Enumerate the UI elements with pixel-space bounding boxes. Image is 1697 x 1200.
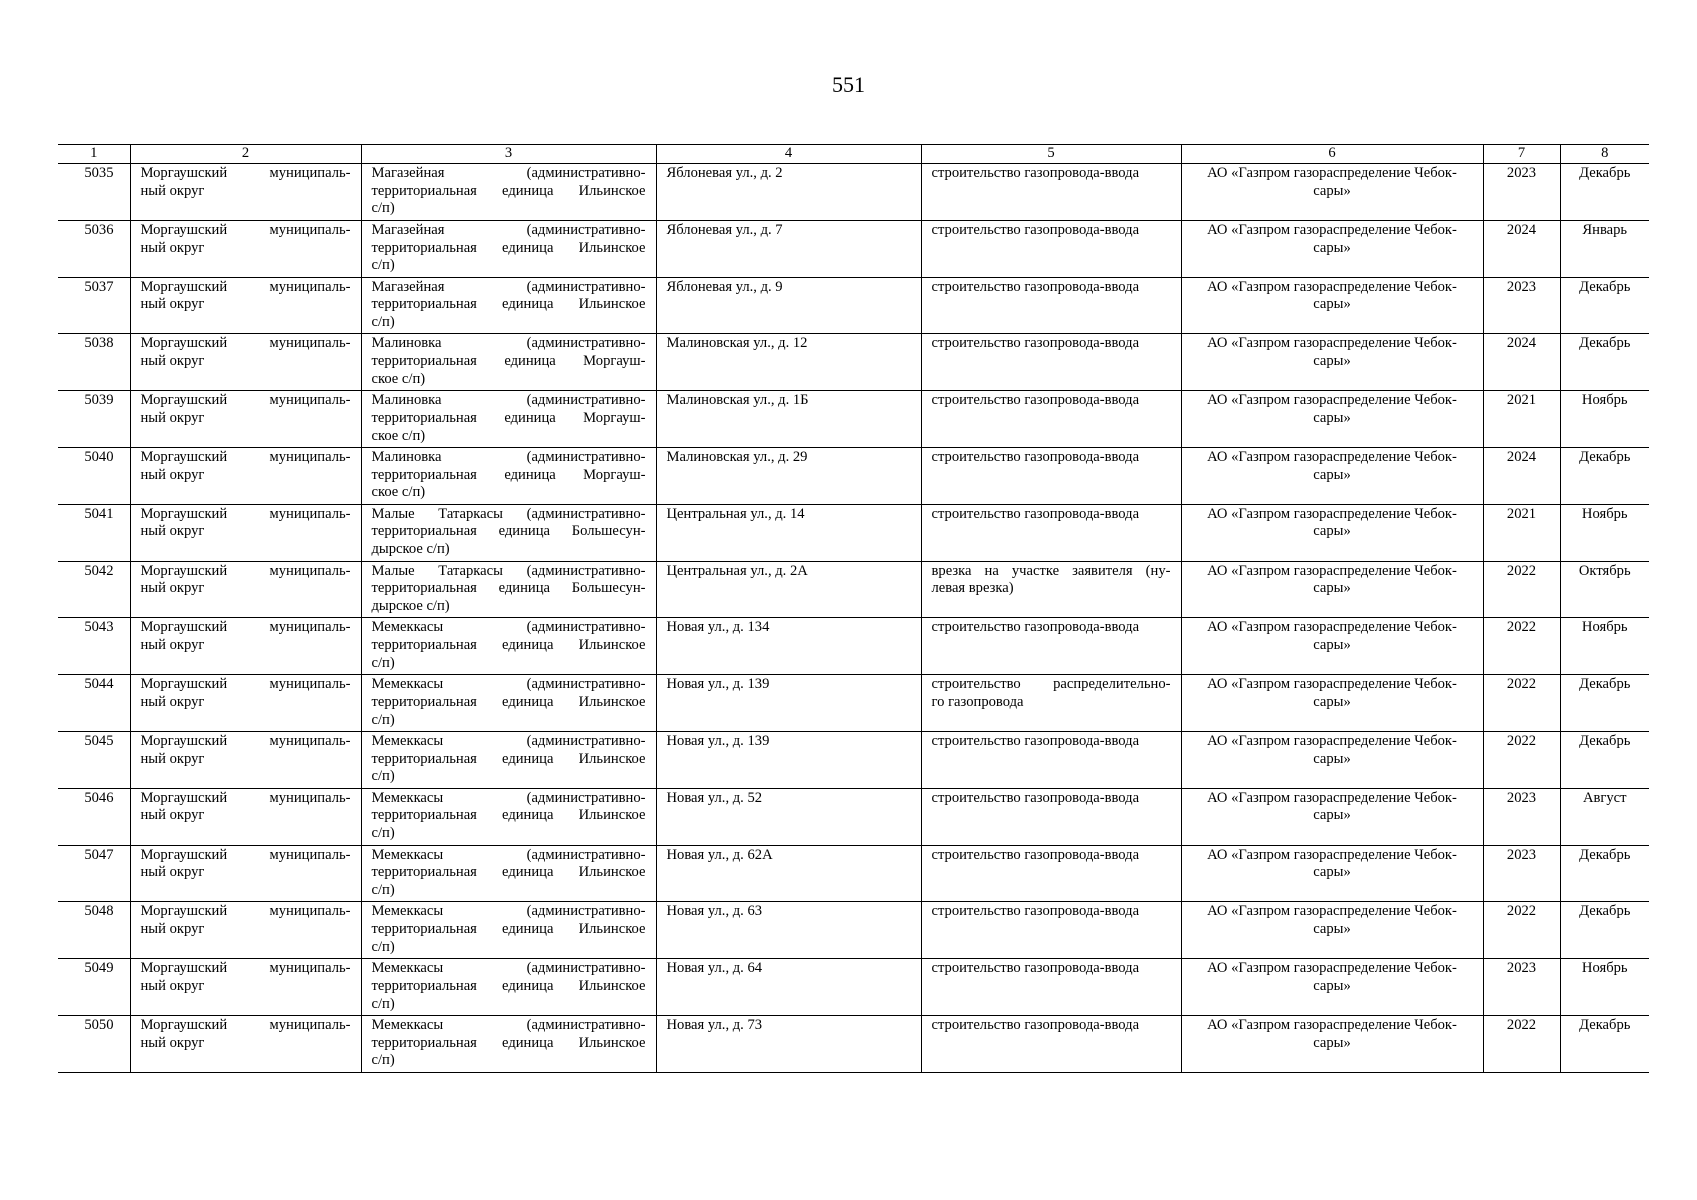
cell-line: строительство газопровода-ввода (931, 448, 1140, 465)
cell-month: Декабрь (1560, 334, 1649, 391)
cell-organization (1181, 618, 1483, 675)
cell-line: Моргаушский муниципаль- (140, 221, 351, 238)
cell-address: Малиновская ул., д. 1Б (656, 391, 921, 448)
cell-line: территориальная единица Моргауш- (371, 353, 646, 370)
cell-address: Малиновская ул., д. 29 (656, 447, 921, 504)
cell-year: 2024 (1483, 334, 1560, 391)
cell-year: 2022 (1483, 618, 1560, 675)
cell-line: Моргаушский муниципаль- (140, 165, 351, 181)
cell-address: Центральная ул., д. 14 (656, 504, 921, 561)
cell-line: Моргаушский муниципаль- (140, 1016, 351, 1033)
cell-address: Центральная ул., д. 2А (656, 561, 921, 618)
table-row (58, 731, 1649, 788)
cell-line: Моргаушский муниципаль- (140, 392, 351, 409)
cell-settlement (361, 220, 656, 277)
cell-number: 5037 (58, 277, 130, 334)
cell-number: 5046 (58, 788, 130, 845)
cell-line: ское с/п) (371, 484, 426, 501)
cell-line: территориальная единица Ильинское (371, 921, 646, 938)
cell-organization (1181, 334, 1483, 391)
cell-district (130, 788, 361, 845)
cell-month: Январь (1560, 220, 1649, 277)
table-body (58, 164, 1649, 1073)
cell-line: Моргаушский муниципаль- (140, 278, 351, 295)
cell-settlement (361, 1015, 656, 1072)
cell-number: 5049 (58, 959, 130, 1016)
cell-line: Моргаушский муниципаль- (140, 448, 351, 465)
cell-line: ный округ (140, 296, 205, 313)
cell-month: Октябрь (1560, 561, 1649, 618)
cell-line: с/п) (371, 257, 395, 274)
cell-number: 5039 (58, 391, 130, 448)
cell-year: 2023 (1483, 845, 1560, 902)
cell-organization (1181, 675, 1483, 732)
table-row (58, 902, 1649, 959)
cell-settlement (361, 959, 656, 1016)
cell-line: с/п) (371, 825, 395, 842)
column-header: 6 (1181, 145, 1483, 164)
cell-line: левая врезка) (931, 580, 1014, 597)
cell-line: ный округ (140, 182, 205, 199)
cell-number: 5038 (58, 334, 130, 391)
cell-line: АО «Газпром газораспределение Чебок- (1207, 165, 1457, 181)
cell-line: ный округ (140, 864, 205, 881)
cell-line: АО «Газпром газораспределение Чебок- (1207, 392, 1457, 409)
cell-year: 2024 (1483, 447, 1560, 504)
cell-year: 2023 (1483, 959, 1560, 1016)
table-row (58, 504, 1649, 561)
cell-line: строительство распределительно- (931, 676, 1171, 693)
cell-line: Моргаушский муниципаль- (140, 335, 351, 352)
cell-line: ный округ (140, 750, 205, 767)
cell-line: Моргаушский муниципаль- (140, 562, 351, 579)
table-row (58, 447, 1649, 504)
cell-line: Моргаушский муниципаль- (140, 619, 351, 636)
table-row (58, 845, 1649, 902)
cell-organization (1181, 391, 1483, 448)
cell-month: Декабрь (1560, 164, 1649, 221)
cell-line: Мемеккасы (административно- (371, 903, 646, 920)
cell-year: 2022 (1483, 675, 1560, 732)
cell-line: Моргаушский муниципаль- (140, 903, 351, 920)
cell-line: строительство газопровода-ввода (931, 789, 1140, 806)
cell-number: 5050 (58, 1015, 130, 1072)
cell-year: 2021 (1483, 391, 1560, 448)
cell-address: Новая ул., д. 139 (656, 675, 921, 732)
cell-line: ный округ (140, 693, 205, 710)
cell-line: АО «Газпром газораспределение Чебок- (1207, 505, 1457, 522)
cell-line: строительство газопровода-ввода (931, 619, 1140, 636)
cell-address: Яблоневая ул., д. 7 (656, 220, 921, 277)
cell-line: врезка на участке заявителя (ну- (931, 562, 1171, 579)
column-header: 2 (130, 145, 361, 164)
cell-line: АО «Газпром газораспределение Чебок- (1207, 903, 1457, 920)
cell-line: АО «Газпром газораспределение Чебок- (1207, 732, 1457, 749)
cell-line: строительство газопровода-ввода (931, 903, 1140, 920)
cell-work-type (921, 618, 1181, 675)
cell-line: строительство газопровода-ввода (931, 221, 1140, 238)
table-row (58, 959, 1649, 1016)
cell-line: ское с/п) (371, 427, 426, 444)
cell-work-type (921, 959, 1181, 1016)
header-row (58, 145, 1649, 164)
cell-work-type (921, 277, 1181, 334)
cell-line: строительство газопровода-ввода (931, 1016, 1140, 1033)
cell-work-type (921, 845, 1181, 902)
cell-work-type (921, 220, 1181, 277)
cell-settlement (361, 334, 656, 391)
cell-settlement (361, 504, 656, 561)
cell-line: АО «Газпром газораспределение Чебок- (1207, 562, 1457, 579)
cell-district (130, 845, 361, 902)
cell-work-type (921, 788, 1181, 845)
cell-line: строительство газопровода-ввода (931, 846, 1140, 863)
cell-year: 2022 (1483, 1015, 1560, 1072)
cell-line: сары» (1313, 409, 1351, 426)
cell-address: Яблоневая ул., д. 9 (656, 277, 921, 334)
cell-line: Магазейная (административно- (371, 165, 646, 181)
cell-district (130, 220, 361, 277)
column-header: 5 (921, 145, 1181, 164)
cell-year: 2021 (1483, 504, 1560, 561)
cell-line: с/п) (371, 711, 395, 728)
cell-line: с/п) (371, 314, 395, 330)
cell-line: ный округ (140, 523, 205, 540)
cell-district (130, 334, 361, 391)
cell-district (130, 391, 361, 448)
cell-organization (1181, 959, 1483, 1016)
cell-address: Новая ул., д. 134 (656, 618, 921, 675)
cell-address: Новая ул., д. 64 (656, 959, 921, 1016)
cell-number: 5043 (58, 618, 130, 675)
cell-month: Декабрь (1560, 845, 1649, 902)
cell-line: АО «Газпром газораспределение Чебок- (1207, 448, 1457, 465)
cell-line: ный округ (140, 977, 205, 994)
cell-district (130, 959, 361, 1016)
cell-line: сары» (1313, 239, 1351, 256)
cell-line: АО «Газпром газораспределение Чебок- (1207, 676, 1457, 693)
cell-month: Декабрь (1560, 447, 1649, 504)
cell-settlement (361, 561, 656, 618)
cell-work-type (921, 731, 1181, 788)
cell-line: ный округ (140, 466, 205, 483)
column-header: 1 (58, 145, 130, 164)
cell-organization (1181, 277, 1483, 334)
cell-line: АО «Газпром газораспределение Чебок- (1207, 278, 1457, 295)
cell-line: Магазейная (административно- (371, 221, 646, 238)
cell-line: территориальная единица Ильинское (371, 239, 646, 256)
cell-line: территориальная единица Большесун- (371, 523, 646, 540)
cell-settlement (361, 391, 656, 448)
cell-month: Ноябрь (1560, 618, 1649, 675)
cell-line: ское с/п) (371, 370, 426, 387)
cell-line: сары» (1313, 637, 1351, 654)
cell-line: строительство газопровода-ввода (931, 505, 1140, 522)
cell-number: 5048 (58, 902, 130, 959)
cell-work-type (921, 447, 1181, 504)
cell-settlement (361, 618, 656, 675)
cell-organization (1181, 561, 1483, 618)
table-row (58, 618, 1649, 675)
cell-number: 5045 (58, 731, 130, 788)
cell-line: сары» (1313, 523, 1351, 540)
cell-line: территориальная единица Ильинское (371, 807, 646, 824)
cell-work-type (921, 334, 1181, 391)
cell-address: Яблоневая ул., д. 2 (656, 164, 921, 221)
cell-line: Малые Татаркасы (административно- (371, 562, 646, 579)
cell-month: Декабрь (1560, 675, 1649, 732)
cell-line: с/п) (371, 654, 395, 671)
cell-year: 2022 (1483, 561, 1560, 618)
cell-line: сары» (1313, 807, 1351, 824)
cell-line: Малые Татаркасы (административно- (371, 505, 646, 522)
cell-organization (1181, 788, 1483, 845)
table-row (58, 788, 1649, 845)
table-row (58, 164, 1649, 221)
cell-line: территориальная единица Ильинское (371, 1034, 646, 1051)
cell-line: АО «Газпром газораспределение Чебок- (1207, 619, 1457, 636)
cell-line: сары» (1313, 580, 1351, 597)
cell-number: 5036 (58, 220, 130, 277)
cell-number: 5044 (58, 675, 130, 732)
cell-month: Ноябрь (1560, 391, 1649, 448)
cell-month: Декабрь (1560, 902, 1649, 959)
cell-address: Малиновская ул., д. 12 (656, 334, 921, 391)
cell-line: строительство газопровода-ввода (931, 732, 1140, 749)
cell-line: АО «Газпром газораспределение Чебок- (1207, 1016, 1457, 1033)
cell-year: 2022 (1483, 731, 1560, 788)
cell-line: с/п) (371, 881, 395, 898)
cell-line: территориальная единица Большесун- (371, 580, 646, 597)
cell-line: с/п) (371, 768, 395, 785)
cell-settlement (361, 788, 656, 845)
table-row (58, 675, 1649, 732)
cell-line: го газопровода (931, 693, 1024, 710)
column-header: 7 (1483, 145, 1560, 164)
cell-number: 5040 (58, 447, 130, 504)
cell-line: сары» (1313, 296, 1351, 313)
cell-line: АО «Газпром газораспределение Чебок- (1207, 846, 1457, 863)
cell-district (130, 447, 361, 504)
cell-line: территориальная единица Ильинское (371, 864, 646, 881)
cell-line: с/п) (371, 1052, 395, 1069)
cell-year: 2024 (1483, 220, 1560, 277)
cell-line: с/п) (371, 995, 395, 1012)
cell-address: Новая ул., д. 63 (656, 902, 921, 959)
cell-line: территориальная единица Моргауш- (371, 466, 646, 483)
cell-line: территориальная единица Ильинское (371, 182, 646, 199)
cell-line: Моргаушский муниципаль- (140, 960, 351, 977)
cell-month: Декабрь (1560, 277, 1649, 334)
cell-year: 2023 (1483, 164, 1560, 221)
cell-line: территориальная единица Ильинское (371, 637, 646, 654)
cell-organization (1181, 845, 1483, 902)
cell-address: Новая ул., д. 62А (656, 845, 921, 902)
cell-line: ный округ (140, 353, 205, 370)
cell-organization (1181, 504, 1483, 561)
cell-organization (1181, 164, 1483, 221)
cell-district (130, 731, 361, 788)
table-row (58, 561, 1649, 618)
cell-line: Моргаушский муниципаль- (140, 789, 351, 806)
cell-line: строительство газопровода-ввода (931, 392, 1140, 409)
cell-line: ный округ (140, 580, 205, 597)
cell-year: 2023 (1483, 788, 1560, 845)
column-header: 4 (656, 145, 921, 164)
cell-district (130, 164, 361, 221)
cell-organization (1181, 447, 1483, 504)
cell-line: АО «Газпром газораспределение Чебок- (1207, 221, 1457, 238)
cell-line: ный округ (140, 1034, 205, 1051)
cell-line: Мемеккасы (административно- (371, 846, 646, 863)
cell-line: АО «Газпром газораспределение Чебок- (1207, 960, 1457, 977)
cell-line: с/п) (371, 200, 395, 217)
cell-line: дырское с/п) (371, 541, 450, 558)
cell-settlement (361, 675, 656, 732)
cell-line: Моргаушский муниципаль- (140, 732, 351, 749)
cell-line: сары» (1313, 1034, 1351, 1051)
cell-address: Новая ул., д. 139 (656, 731, 921, 788)
cell-number: 5041 (58, 504, 130, 561)
cell-line: территориальная единица Ильинское (371, 296, 646, 313)
cell-line: сары» (1313, 977, 1351, 994)
cell-line: строительство газопровода-ввода (931, 960, 1140, 977)
table-row (58, 1015, 1649, 1072)
cell-line: сары» (1313, 750, 1351, 767)
cell-line: Мемеккасы (административно- (371, 619, 646, 636)
cell-settlement (361, 164, 656, 221)
cell-month: Август (1560, 788, 1649, 845)
cell-month: Ноябрь (1560, 959, 1649, 1016)
cell-line: сары» (1313, 353, 1351, 370)
cell-line: сары» (1313, 466, 1351, 483)
table-row (58, 277, 1649, 334)
cell-settlement (361, 277, 656, 334)
cell-number: 5035 (58, 164, 130, 221)
table-row (58, 391, 1649, 448)
cell-organization (1181, 220, 1483, 277)
table-row (58, 220, 1649, 277)
cell-line: дырское с/п) (371, 597, 450, 614)
cell-district (130, 561, 361, 618)
cell-district (130, 504, 361, 561)
gas-connection-table (58, 144, 1649, 1073)
cell-line: территориальная единица Ильинское (371, 693, 646, 710)
cell-line: ный округ (140, 807, 205, 824)
cell-line: с/п) (371, 938, 395, 955)
cell-settlement (361, 845, 656, 902)
cell-line: сары» (1313, 864, 1351, 881)
cell-number: 5047 (58, 845, 130, 902)
cell-line: Малиновка (административно- (371, 392, 646, 409)
cell-line: сары» (1313, 182, 1351, 199)
column-header: 3 (361, 145, 656, 164)
cell-work-type (921, 1015, 1181, 1072)
cell-line: Малиновка (административно- (371, 448, 646, 465)
cell-line: Мемеккасы (административно- (371, 960, 646, 977)
cell-line: сары» (1313, 921, 1351, 938)
cell-organization (1181, 1015, 1483, 1072)
cell-work-type (921, 164, 1181, 221)
cell-line: Малиновка (административно- (371, 335, 646, 352)
cell-line: Моргаушский муниципаль- (140, 505, 351, 522)
cell-month: Ноябрь (1560, 504, 1649, 561)
table-row (58, 334, 1649, 391)
cell-year: 2023 (1483, 277, 1560, 334)
cell-line: территориальная единица Ильинское (371, 750, 646, 767)
cell-line: Мемеккасы (административно- (371, 789, 646, 806)
cell-line: Мемеккасы (административно- (371, 732, 646, 749)
cell-district (130, 618, 361, 675)
cell-line: строительство газопровода-ввода (931, 165, 1140, 181)
cell-year: 2022 (1483, 902, 1560, 959)
cell-line: Мемеккасы (административно- (371, 1016, 646, 1033)
cell-work-type (921, 391, 1181, 448)
cell-line: АО «Газпром газораспределение Чебок- (1207, 335, 1457, 352)
cell-organization (1181, 902, 1483, 959)
cell-line: Моргаушский муниципаль- (140, 676, 351, 693)
cell-line: ный округ (140, 409, 205, 426)
cell-work-type (921, 504, 1181, 561)
cell-number: 5042 (58, 561, 130, 618)
column-header: 8 (1560, 145, 1649, 164)
cell-month: Декабрь (1560, 731, 1649, 788)
cell-organization (1181, 731, 1483, 788)
cell-address: Новая ул., д. 73 (656, 1015, 921, 1072)
cell-line: территориальная единица Ильинское (371, 977, 646, 994)
cell-address: Новая ул., д. 52 (656, 788, 921, 845)
cell-district (130, 675, 361, 732)
cell-line: ный округ (140, 239, 205, 256)
cell-line: строительство газопровода-ввода (931, 335, 1140, 352)
cell-line: территориальная единица Моргауш- (371, 409, 646, 426)
cell-line: ный округ (140, 921, 205, 938)
cell-month: Декабрь (1560, 1015, 1649, 1072)
cell-line: АО «Газпром газораспределение Чебок- (1207, 789, 1457, 806)
cell-district (130, 277, 361, 334)
cell-line: сары» (1313, 693, 1351, 710)
cell-work-type (921, 902, 1181, 959)
cell-work-type (921, 561, 1181, 618)
cell-district (130, 1015, 361, 1072)
cell-settlement (361, 902, 656, 959)
cell-settlement (361, 731, 656, 788)
cell-settlement (361, 447, 656, 504)
cell-district (130, 902, 361, 959)
cell-line: Моргаушский муниципаль- (140, 846, 351, 863)
cell-work-type (921, 675, 1181, 732)
cell-line: Мемеккасы (административно- (371, 676, 646, 693)
cell-line: строительство газопровода-ввода (931, 278, 1140, 295)
cell-line: ный округ (140, 637, 205, 654)
cell-line: Магазейная (административно- (371, 278, 646, 295)
page-number: 551 (832, 72, 865, 97)
